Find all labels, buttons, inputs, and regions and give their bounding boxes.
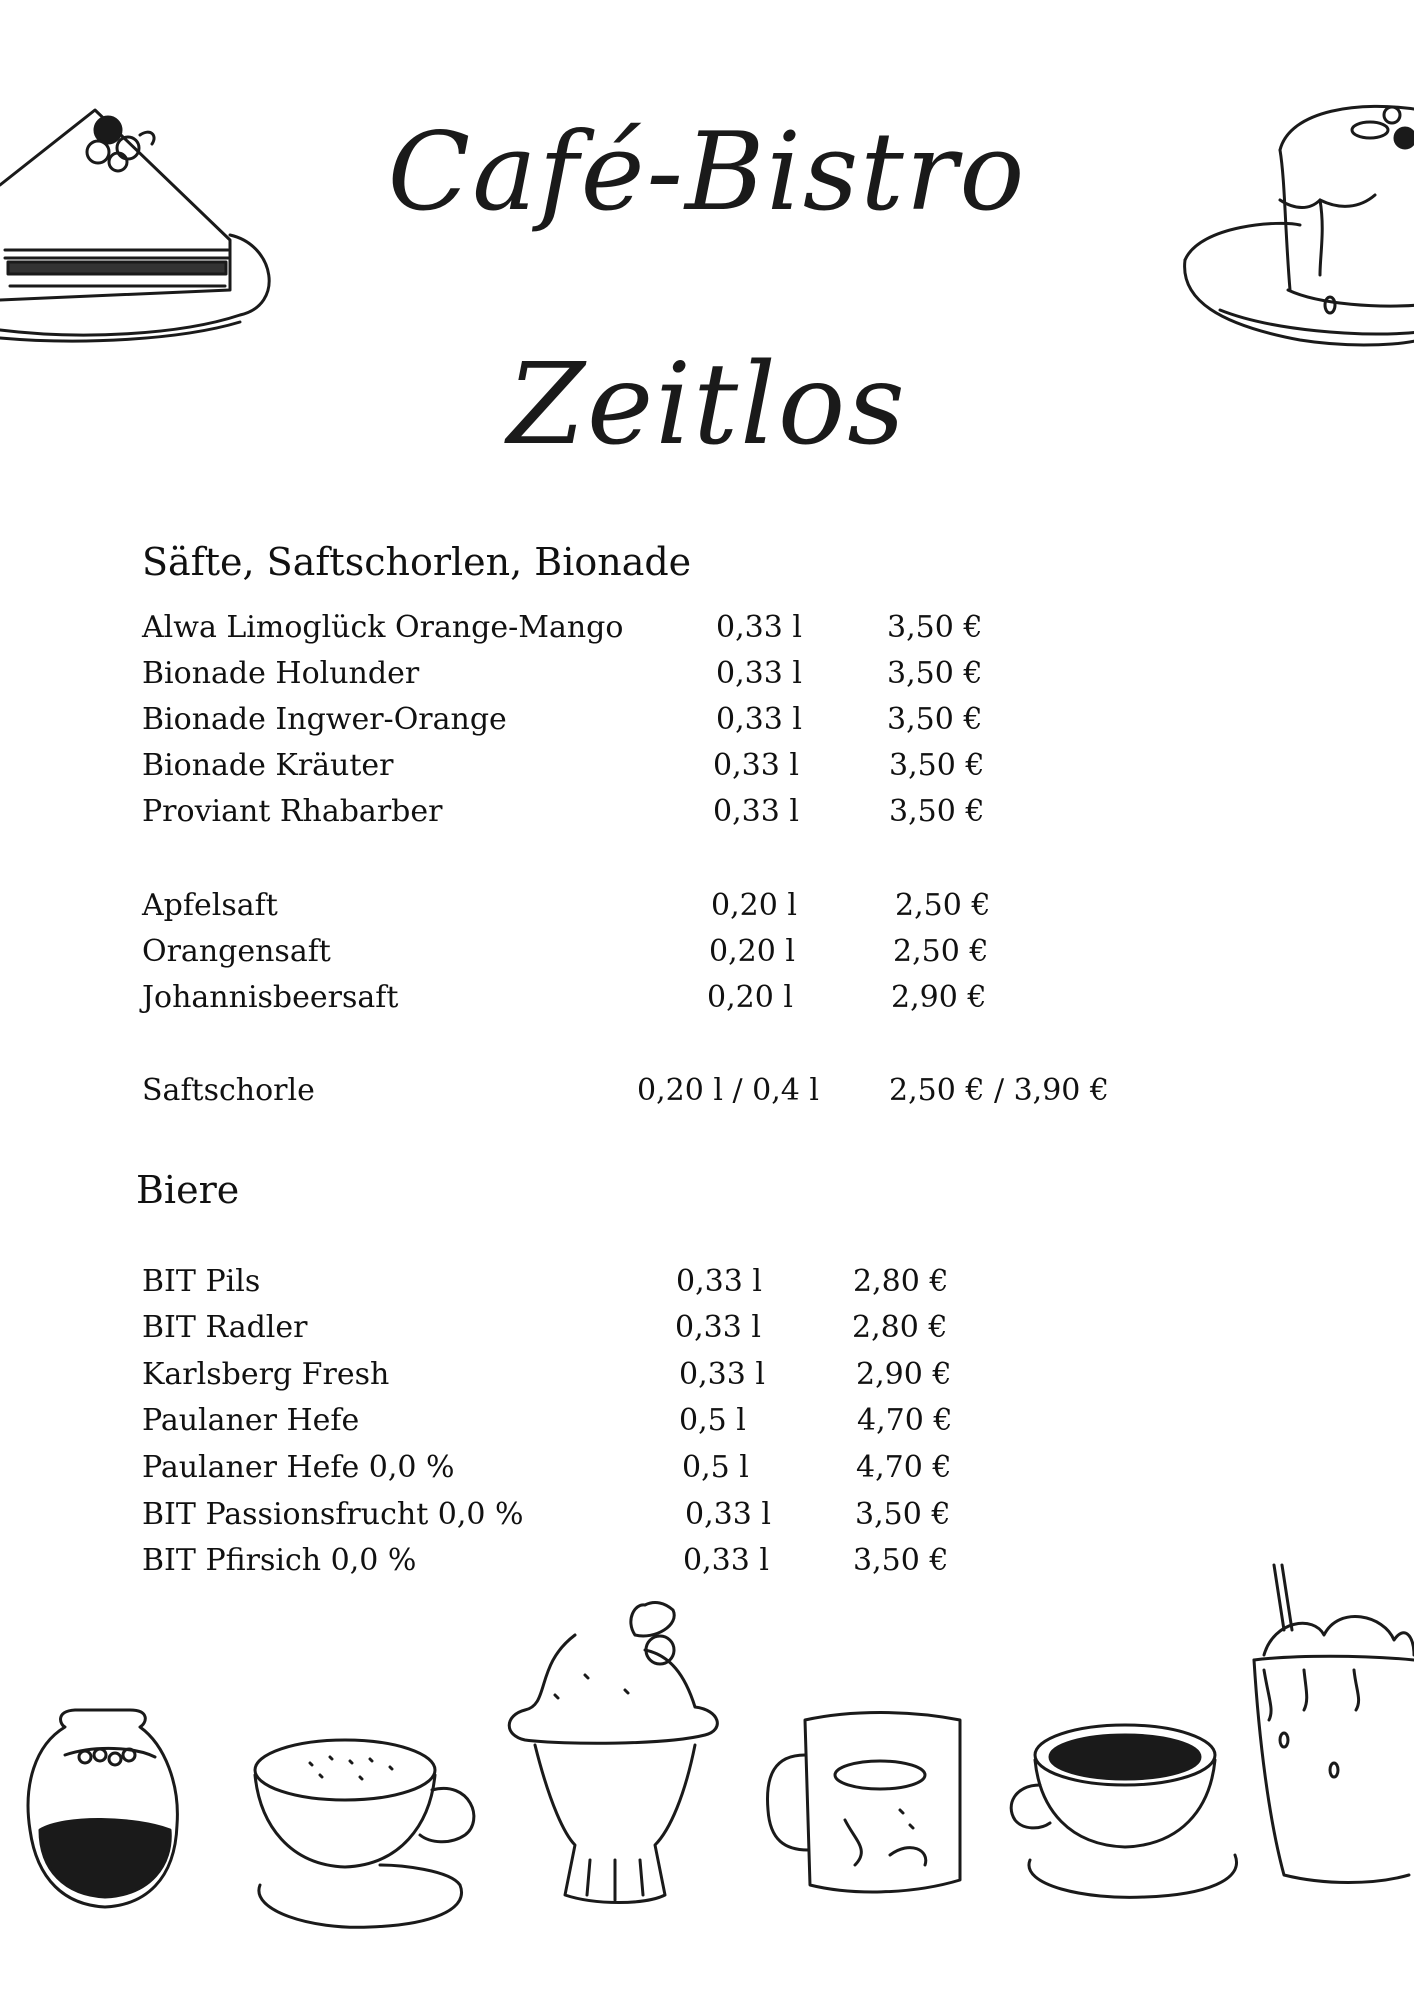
cake-slice-icon: [0, 90, 290, 350]
item-name: Saftschorle: [142, 1073, 315, 1108]
menu-item: [0, 610, 1414, 656]
section-heading-beers: Biere: [136, 1168, 240, 1212]
item-price: 2,80 €: [853, 1264, 949, 1299]
item-price: 3,50 €: [887, 656, 983, 691]
item-name: Paulaner Hefe 0,0 %: [142, 1450, 455, 1485]
menu-item: [0, 656, 1414, 702]
item-name: Proviant Rhabarber: [142, 794, 443, 829]
item-price: 3,50 €: [889, 794, 985, 829]
tea-mug-icon: [760, 1700, 980, 1920]
dessert-glass-icon: [25, 1705, 185, 1935]
menu-item: [0, 1403, 1414, 1449]
item-size: 0,33 l: [716, 610, 802, 645]
item-size: 0,33 l: [716, 656, 802, 691]
item-name: Orangensaft: [142, 934, 331, 969]
item-price: 2,50 €: [893, 934, 989, 969]
item-size: 0,33 l: [685, 1497, 771, 1532]
menu-item: [0, 1073, 1414, 1119]
menu-item: [0, 702, 1414, 748]
item-price: 2,90 €: [891, 980, 987, 1015]
section-heading-juices: Säfte, Saftschorlen, Bionade: [142, 540, 692, 584]
item-price: 4,70 €: [856, 1450, 952, 1485]
menu-item: [0, 1450, 1414, 1496]
item-name: Bionade Holunder: [142, 656, 420, 691]
item-size: 0,33 l: [716, 702, 802, 737]
menu-item: [0, 934, 1414, 980]
ice-cream-sundae-icon: [495, 1595, 735, 1915]
milkshake-icon: [1244, 1560, 1414, 1890]
item-price: 2,90 €: [856, 1357, 952, 1392]
menu-item: [0, 1357, 1414, 1403]
item-size: 0,20 l: [709, 934, 795, 969]
item-name: Paulaner Hefe: [142, 1403, 360, 1438]
page-subtitle: Zeitlos: [507, 340, 907, 470]
item-price: 2,80 €: [852, 1310, 948, 1345]
page-title: Café-Bistro: [387, 110, 1027, 235]
menu-item: [0, 748, 1414, 794]
item-name: Alwa Limoglück Orange-Mango: [142, 610, 624, 645]
cappuccino-cup-icon: [250, 1735, 490, 1945]
item-size: 0,33 l: [675, 1310, 761, 1345]
item-price: 3,50 €: [887, 610, 983, 645]
item-size: 0,33 l: [713, 748, 799, 783]
menu-item: [0, 888, 1414, 934]
coffee-cup-icon: [1005, 1705, 1245, 1915]
item-size: 0,33 l: [676, 1264, 762, 1299]
item-price: 2,50 € / 3,90 €: [889, 1073, 1110, 1108]
item-name: Bionade Ingwer-Orange: [142, 702, 507, 737]
menu-item: [0, 980, 1414, 1026]
item-name: BIT Passionsfrucht 0,0 %: [142, 1497, 524, 1532]
item-price: 3,50 €: [853, 1543, 949, 1578]
menu-item: [0, 1543, 1414, 1589]
item-size: 0,33 l: [713, 794, 799, 829]
item-name: BIT Radler: [142, 1310, 308, 1345]
item-price: 4,70 €: [857, 1403, 953, 1438]
item-price: 3,50 €: [889, 748, 985, 783]
item-size: 0,33 l: [679, 1357, 765, 1392]
item-price: 3,50 €: [887, 702, 983, 737]
item-size: 0,20 l / 0,4 l: [637, 1073, 819, 1108]
item-name: BIT Pils: [142, 1264, 261, 1299]
item-size: 0,5 l: [679, 1403, 746, 1438]
item-name: BIT Pfirsich 0,0 %: [142, 1543, 417, 1578]
menu-item: [0, 1497, 1414, 1543]
menu-item: [0, 794, 1414, 840]
item-price: 2,50 €: [895, 888, 991, 923]
item-size: 0,5 l: [682, 1450, 749, 1485]
item-size: 0,20 l: [711, 888, 797, 923]
item-size: 0,33 l: [683, 1543, 769, 1578]
item-size: 0,20 l: [707, 980, 793, 1015]
item-name: Johannisbeersaft: [142, 980, 399, 1015]
item-name: Apfelsaft: [142, 888, 278, 923]
glazed-cake-icon: [1160, 60, 1414, 360]
item-name: Karlsberg Fresh: [142, 1357, 390, 1392]
menu-item: [0, 1264, 1414, 1310]
item-price: 3,50 €: [855, 1497, 951, 1532]
item-name: Bionade Kräuter: [142, 748, 394, 783]
menu-item: [0, 1310, 1414, 1356]
